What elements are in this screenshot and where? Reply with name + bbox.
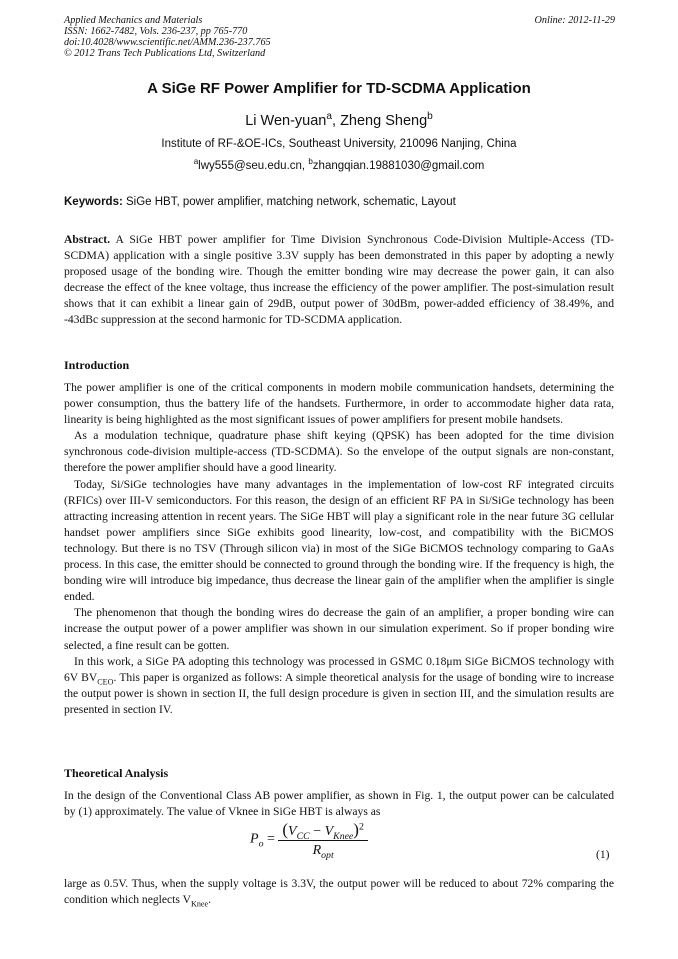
theory-heading: Theoretical Analysis bbox=[64, 766, 169, 780]
keywords-label: Keywords: bbox=[64, 196, 123, 208]
author-1: Li Wen-yuan bbox=[245, 113, 327, 129]
doi-line: doi:10.4028/www.scientific.net/AMM.236-237.765 bbox=[64, 37, 271, 48]
author-separator: , bbox=[332, 113, 341, 129]
abstract-text: A SiGe HBT power amplifier for Time Division Synchronous Code-Division Multiple-Access (TD-SCDMA) application with a single positive 3.3V supply has been demonstrated in this paper by adopting a newly proposed usage of the bonding wire. Though the emitter bonding wire may decrease the power gain, it can also decrease the effect of the knee voltage, thus increase the efficiency of the power amplifier. The post-simulation result shows that it can exhibit a linear gain of 29dB, output power of 30dBm, power-added efficiency of 38.49%, and -43dBc suppression at the second harmonic for TD-SCDMA application. bbox=[64, 233, 614, 327]
paper-title: A SiGe RF Power Amplifier for TD-SCDMA Application bbox=[147, 80, 531, 97]
theory-paragraph-1: In the design of the Conventional Class AB power amplifier, as shown in Fig. 1, the output power can be calculated by (1) approximately. The value of Vknee in SiGe HBT is always as bbox=[64, 789, 614, 819]
eq-open-paren: ( bbox=[282, 820, 289, 839]
eq-minus: − bbox=[309, 824, 325, 839]
abstract bbox=[64, 232, 614, 329]
eq-vcc: V bbox=[288, 824, 297, 839]
equation-1 bbox=[250, 820, 368, 859]
eq-power: 2 bbox=[358, 821, 364, 833]
eq-fraction bbox=[278, 820, 368, 859]
author-1-mark: a bbox=[326, 111, 332, 123]
eq-p-sub: o bbox=[258, 838, 264, 850]
theory-p2-part-b: . bbox=[208, 893, 212, 907]
eq-close-paren: ) bbox=[353, 820, 359, 839]
introduction-heading: Introduction bbox=[64, 358, 130, 372]
intro-paragraph-5 bbox=[64, 654, 614, 718]
intro-paragraph-1: The power amplifier is one of the critical components in modern mobile communication handsets, determining the power consumption, thus the battery life of the handsets. Furthermore, in order to accommodate higher data rata, linearity is being highlighted as the most significant issues of power amplifiers for present mobile handsets. bbox=[64, 381, 614, 427]
keywords-line bbox=[64, 196, 456, 208]
intro-paragraph-2: As a modulation technique, quadrature phase shift keying (QPSK) has been adopted for the time division synchronous code-division multiple-access (TD-SCDMA). So the envelope of the output signals are non-constant, therefore the power amplifier should have a good linearity. bbox=[64, 429, 614, 475]
eq-vknee: V bbox=[324, 824, 334, 839]
email-a[interactable]: lwy555@seu.edu.cn, bbox=[198, 160, 309, 172]
eq-numerator bbox=[278, 820, 368, 841]
eq-denominator bbox=[278, 841, 368, 859]
eq-vcc-sub: CC bbox=[296, 830, 310, 842]
intro-paragraph-3: Today, Si/SiGe technologies have many advantages in the implementation of low-cost RF integrated circuits (RFICs) over III-V semiconductors. For this reason, the design of an efficient RF PA in Si/SiGe technology has been attracting increasing attention in recent years. The SiGe HBT will play a significant role in the near future 3G cellular handset power amplifiers since SiGe exhibits good linearity, low-cost, and compatibility with the BiCMOS technology. But there is no TSV (Through silicon via) in most of the SiGe BiCMOS technology comparing to GaAs process. In this case, the emitter should be connected to ground through the bonding wire. If the frequency is high, the bonding wire will introduce big impedance, thus decrease the linear gain of the amplifier when the amplifier is single ended. bbox=[64, 477, 614, 604]
theory-paragraph-2 bbox=[64, 876, 614, 908]
author-2: Zheng Sheng bbox=[340, 113, 428, 129]
authors-line bbox=[0, 113, 678, 129]
copyright-line: © 2012 Trans Tech Publications Ltd, Switzerland bbox=[64, 48, 266, 59]
journal-name: Applied Mechanics and Materials bbox=[64, 15, 203, 26]
author-2-mark: b bbox=[427, 111, 433, 123]
emails-line bbox=[0, 157, 678, 172]
eq-vknee-sub: Knee bbox=[333, 830, 354, 842]
journal-header bbox=[64, 15, 271, 59]
eq-p: P bbox=[250, 831, 259, 847]
email-b[interactable]: zhangqian.19881030@gmail.com bbox=[312, 160, 485, 172]
email-b-mark: b bbox=[308, 157, 313, 167]
equation-number: (1) bbox=[596, 848, 610, 861]
email-a-mark: a bbox=[193, 157, 199, 167]
affiliation: Institute of RF-&OE-ICs, Southeast University, 210096 Nanjing, China bbox=[161, 138, 517, 150]
introduction-body bbox=[64, 380, 614, 718]
issn-line: ISSN: 1662-7482, Vols. 236-237, pp 765-770 bbox=[64, 26, 248, 37]
eq-equals: = bbox=[263, 831, 279, 847]
online-date: Online: 2012-11-29 bbox=[534, 15, 615, 26]
eq-r-sub: opt bbox=[321, 849, 334, 861]
intro-p5-part-b: . This paper is organized as follows: A simple theoretical analysis for the usage of bonding wire to increase the output power is shown in section II, the full design procedure is given in section III, and the simulation results are presented in section IV. bbox=[64, 670, 614, 716]
intro-paragraph-4: The phenomenon that though the bonding wires do decrease the gain of an amplifier, a proper bonding wire can increase the output power of a power amplifier was shown in our simulation experiment. So if proper bonding wire selected, a fine result can be gotten. bbox=[64, 606, 614, 652]
eq-r: R bbox=[312, 843, 322, 858]
theory-p2-part-a: large as 0.5V. Thus, when the supply voltage is 3.3V, the output power will be reduced to about 72% comparing the condition which neglects V bbox=[64, 877, 614, 907]
vknee-subscript: Knee bbox=[190, 899, 209, 909]
abstract-label: Abstract. bbox=[64, 233, 111, 246]
intro-p5-part-a: In this work, a SiGe PA adopting this technology was processed in GSMC 0.18μm SiGe BiCMOS technology with 6V BV bbox=[64, 654, 614, 684]
keywords-text: SiGe HBT, power amplifier, matching network, schematic, Layout bbox=[122, 196, 456, 208]
bvceo-subscript: CEO bbox=[97, 677, 114, 686]
